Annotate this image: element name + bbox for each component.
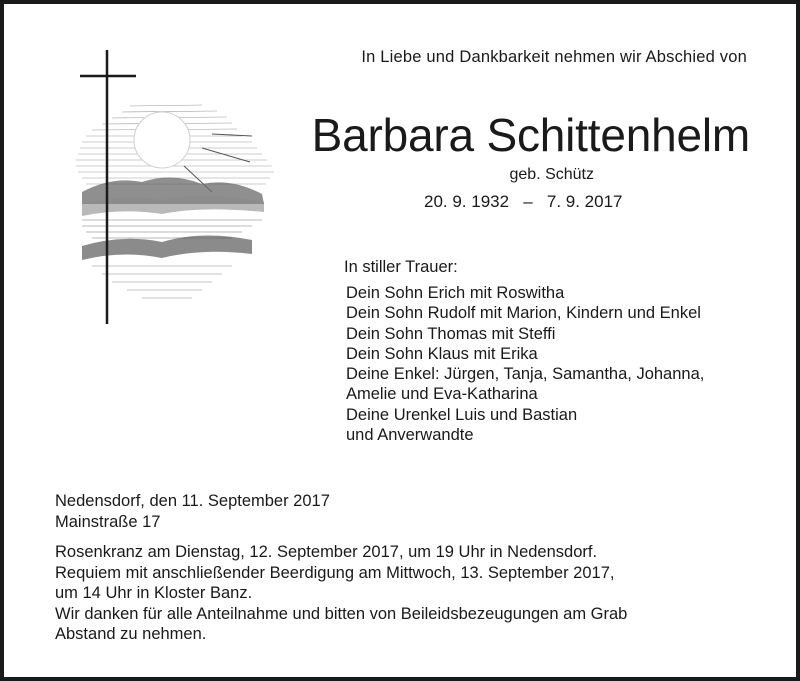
- relative-line: und Anverwandte: [346, 426, 474, 445]
- service-line: Abstand zu nehmen.: [55, 625, 207, 643]
- place-date: Nedensdorf, den 11. September 2017: [55, 492, 330, 510]
- relative-line: Dein Sohn Thomas mit Steffi: [346, 324, 556, 343]
- service-line: Requiem mit anschließender Beerdigung am Mittwoch, 13. September 2017,: [55, 563, 615, 582]
- service-line: um 14 Uhr in Kloster Banz.: [55, 584, 253, 602]
- life-dates: 20. 9. 1932 – 7. 9. 2017: [424, 192, 623, 211]
- relative-line: Deine Urenkel Luis und Bastian: [346, 405, 578, 424]
- service-line: Wir danken für alle Anteilnahme und bitten von Beileidsbezeugungen am Grab: [55, 604, 628, 623]
- address: Mainstraße 17: [55, 512, 161, 531]
- relative-line: Dein Sohn Rudolf mit Marion, Kindern und Enkel: [346, 304, 701, 323]
- place-and-address: [55, 491, 330, 532]
- cross-sunset-landscape-icon: [52, 44, 292, 334]
- relative-line: Dein Sohn Erich mit Roswitha: [346, 284, 565, 302]
- deceased-name: Barbara Schittenhelm: [311, 109, 750, 161]
- intro-line: In Liebe und Dankbarkeit nehmen wir Abschied von: [361, 48, 747, 66]
- relatives-list: [346, 283, 704, 445]
- service-line: Rosenkranz am Dienstag, 12. September 2017, um 19 Uhr in Nedensdorf.: [55, 543, 598, 561]
- relative-line: Dein Sohn Klaus mit Erika: [346, 344, 538, 363]
- mourning-heading: In stiller Trauer:: [344, 258, 458, 276]
- maiden-name: geb. Schütz: [509, 166, 594, 183]
- service-information: [55, 542, 627, 645]
- relative-line: Amelie und Eva-Katharina: [346, 385, 538, 404]
- relative-line: Deine Enkel: Jürgen, Tanja, Samantha, Johanna,: [346, 365, 705, 384]
